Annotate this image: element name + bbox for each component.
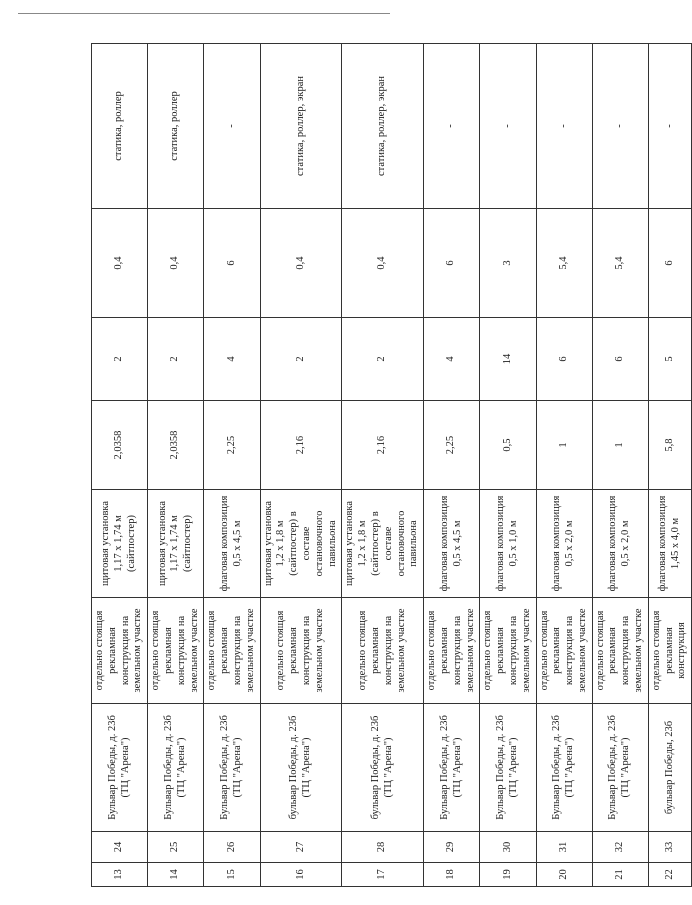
total-cell: 6: [424, 209, 480, 318]
sides-cell: 6: [592, 318, 648, 401]
structure-number-cell: 25: [148, 832, 204, 863]
rotated-page: [91, 44, 688, 887]
table-row: [204, 44, 260, 887]
row-number-cell: 15: [204, 863, 260, 887]
description-cell: флаговая композиция 0,5 x 2,0 м: [592, 490, 648, 598]
structure-number-cell: 29: [424, 832, 480, 863]
row-number-cell: 20: [536, 863, 592, 887]
table-body: [92, 44, 692, 887]
structure-type-cell: отдельно стоящая рекламная конструкция на земельном участке: [148, 598, 204, 704]
structure-number-cell: 30: [480, 832, 536, 863]
sides-cell: 2: [148, 318, 204, 401]
description-cell: щитовая установка 1,2 x 1,8 м (сайтпостер) в составе остановочного павильона: [342, 490, 424, 598]
address-cell: Бульвар Победы, д. 23б (ТЦ "Арена"): [424, 704, 480, 832]
description-cell: флаговая композиция 0,5 x 1,0 м: [480, 490, 536, 598]
address-cell: Бульвар Победы, д. 23б (ТЦ "Арена"): [92, 704, 148, 832]
area-cell: 1: [592, 401, 648, 490]
total-cell: 5,4: [592, 209, 648, 318]
table-row: [648, 44, 691, 887]
sides-cell: 14: [480, 318, 536, 401]
row-number-cell: 16: [260, 863, 342, 887]
area-cell: 2,16: [342, 401, 424, 490]
total-cell: 0,4: [260, 209, 342, 318]
row-number-cell: 17: [342, 863, 424, 887]
area-cell: 2,16: [260, 401, 342, 490]
technology-cell: статика, роллер: [92, 44, 148, 209]
description-cell: щитовая установка 1,17 x 1,74 м (сайтпостер): [148, 490, 204, 598]
table-row: [480, 44, 536, 887]
description-cell: флаговая композиция 0,5 x 2,0 м: [536, 490, 592, 598]
structure-number-cell: 32: [592, 832, 648, 863]
table-row: [536, 44, 592, 887]
sides-cell: 2: [260, 318, 342, 401]
address-cell: бульвар Победы, 23б: [648, 704, 691, 832]
technology-cell: -: [592, 44, 648, 209]
area-cell: 2,25: [204, 401, 260, 490]
sides-cell: 4: [424, 318, 480, 401]
technology-cell: статика, роллер, экран: [260, 44, 342, 209]
technology-cell: статика, роллер, экран: [342, 44, 424, 209]
structure-type-cell: отдельно стоящая рекламная конструкция на земельном участке: [424, 598, 480, 704]
address-cell: Бульвар Победы, д. 23б (ТЦ "Арена"): [480, 704, 536, 832]
row-number-cell: 13: [92, 863, 148, 887]
structure-type-cell: отдельно стоящая рекламная конструкция на земельном участке: [92, 598, 148, 704]
row-number-cell: 18: [424, 863, 480, 887]
total-cell: 0,4: [342, 209, 424, 318]
address-cell: Бульвар Победы, д. 23б (ТЦ "Арена"): [204, 704, 260, 832]
table-row: [592, 44, 648, 887]
total-cell: 0,4: [92, 209, 148, 318]
structure-number-cell: 24: [92, 832, 148, 863]
address-cell: бульвар Победы, д. 23б (ТЦ "Арена"): [260, 704, 342, 832]
structure-type-cell: отдельно стоящая рекламная конструкция на земельном участке: [342, 598, 424, 704]
technology-cell: -: [480, 44, 536, 209]
sides-cell: 6: [536, 318, 592, 401]
table-row: [342, 44, 424, 887]
table-row: [260, 44, 342, 887]
total-cell: 0,4: [148, 209, 204, 318]
row-number-cell: 19: [480, 863, 536, 887]
row-number-cell: 14: [148, 863, 204, 887]
top-rule: [18, 13, 390, 14]
structure-number-cell: 31: [536, 832, 592, 863]
technology-cell: статика, роллер: [148, 44, 204, 209]
address-cell: Бульвар Победы, д. 23б (ТЦ "Арена"): [592, 704, 648, 832]
structure-type-cell: отдельно стоящая рекламная конструкция на земельном участке: [260, 598, 342, 704]
structure-type-cell: отдельно стоящая рекламная конструкция на земельном участке: [480, 598, 536, 704]
structure-type-cell: отдельно стоящая рекламная конструкция на земельном участке: [204, 598, 260, 704]
technology-cell: -: [536, 44, 592, 209]
sides-cell: 5: [648, 318, 691, 401]
area-cell: 2,25: [424, 401, 480, 490]
structure-number-cell: 28: [342, 832, 424, 863]
advertising-structures-table: [91, 43, 692, 887]
description-cell: щитовая установка 1,2 x 1,8 м (сайтпостер) в составе остановочного павильона: [260, 490, 342, 598]
total-cell: 6: [204, 209, 260, 318]
row-number-cell: 22: [648, 863, 691, 887]
structure-number-cell: 33: [648, 832, 691, 863]
row-number-cell: 21: [592, 863, 648, 887]
description-cell: щитовая установка 1,17 x 1,74 м (сайтпостер): [92, 490, 148, 598]
description-cell: флаговая композиция 1,45 x 4,0 м: [648, 490, 691, 598]
structure-type-cell: отдельно стоящая рекламная конструкция на земельном участке: [536, 598, 592, 704]
total-cell: 3: [480, 209, 536, 318]
description-cell: флаговая композиция 0,5 x 4,5 м: [204, 490, 260, 598]
area-cell: 1: [536, 401, 592, 490]
structure-number-cell: 26: [204, 832, 260, 863]
sides-cell: 2: [92, 318, 148, 401]
area-cell: 2,0358: [92, 401, 148, 490]
sides-cell: 2: [342, 318, 424, 401]
technology-cell: -: [424, 44, 480, 209]
structure-type-cell: отдельно стоящая рекламная конструкция: [648, 598, 691, 704]
table-row: [148, 44, 204, 887]
total-cell: 6: [648, 209, 691, 318]
table-row: [92, 44, 148, 887]
total-cell: 5,4: [536, 209, 592, 318]
technology-cell: -: [648, 44, 691, 209]
address-cell: Бульвар Победы, д. 23б (ТЦ "Арена"): [536, 704, 592, 832]
address-cell: Бульвар Победы, д. 23б (ТЦ "Арена"): [148, 704, 204, 832]
structure-number-cell: 27: [260, 832, 342, 863]
description-cell: флаговая композиция 0,5 x 4,5 м: [424, 490, 480, 598]
area-cell: 0,5: [480, 401, 536, 490]
structure-type-cell: отдельно стоящая рекламная конструкция на земельном участке: [592, 598, 648, 704]
table-row: [424, 44, 480, 887]
address-cell: бульвар Победы, д. 23б (ТЦ "Арена"): [342, 704, 424, 832]
area-cell: 5,8: [648, 401, 691, 490]
area-cell: 2,0358: [148, 401, 204, 490]
sides-cell: 4: [204, 318, 260, 401]
technology-cell: -: [204, 44, 260, 209]
